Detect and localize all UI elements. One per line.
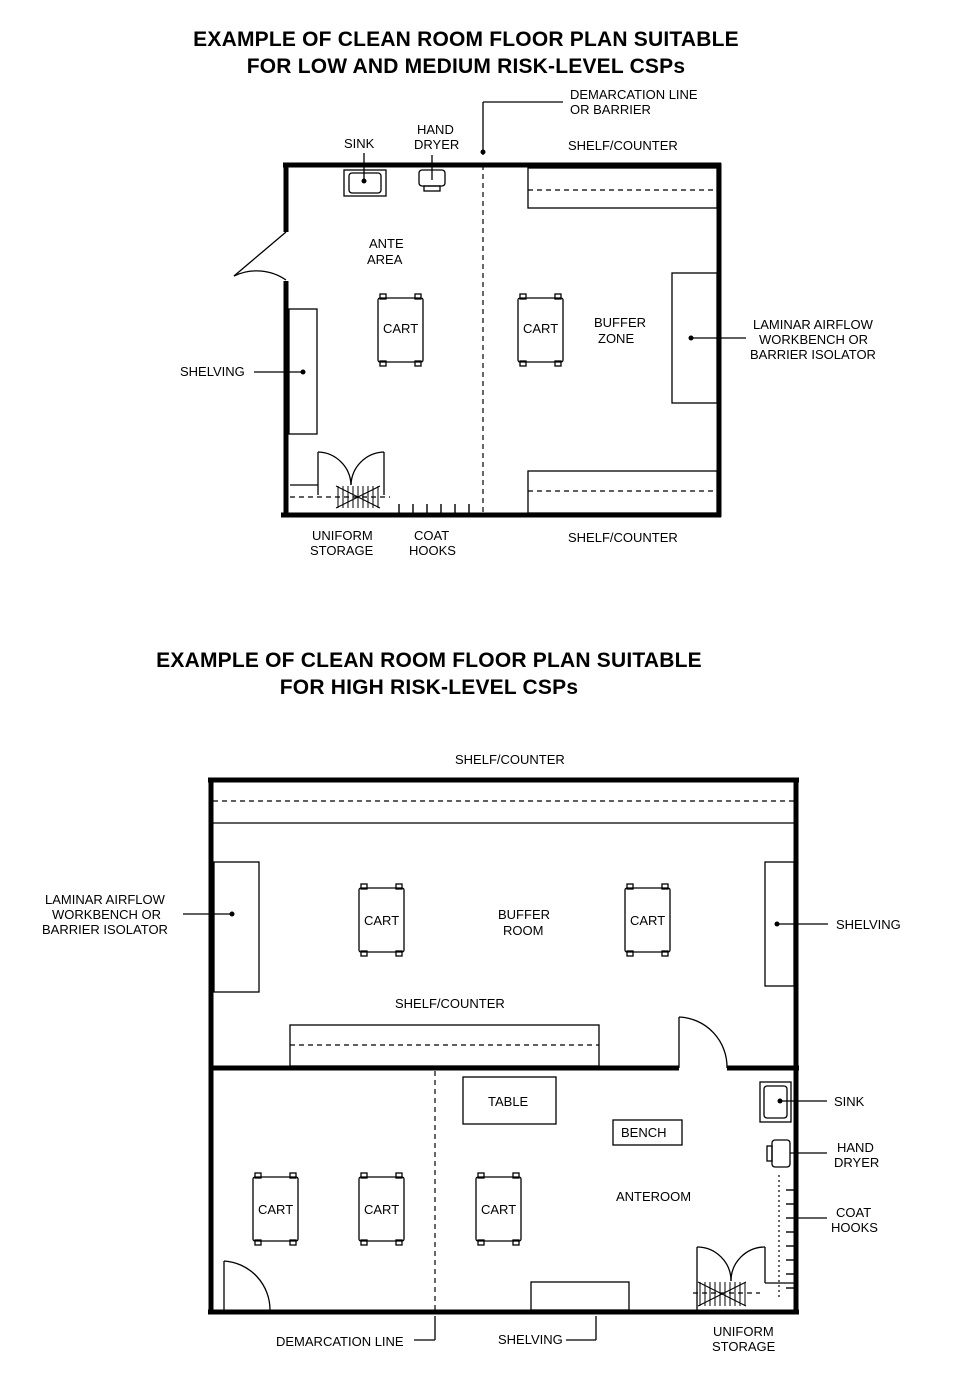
plan1-laminar-label-2: WORKBENCH OR (759, 332, 869, 347)
plan1-buffer-zone-label-1: BUFFER (594, 315, 646, 330)
plan2-cart-ante-3-label: CART (481, 1202, 517, 1217)
plan1-laminar-workbench (672, 273, 746, 403)
plan2-title-line2: FOR HIGH RISK-LEVEL CSPs (279, 676, 579, 699)
plan2-shelving-bottom-label: SHELVING (498, 1332, 563, 1347)
plan2-laminar-label-3: BARRIER ISOLATOR (42, 922, 168, 937)
plan1-ante-area-label-2: AREA (367, 252, 403, 267)
plan2-walls (208, 778, 799, 1314)
plan1-shelf-counter-top-label: SHELF/COUNTER (568, 138, 678, 153)
plan1-floor-plan (180, 87, 876, 558)
plan1-demarcation-label-1: DEMARCATION LINE (570, 87, 698, 102)
plan1-shelf-counter-top (528, 168, 717, 208)
plan2-table-label: TABLE (488, 1094, 529, 1109)
plan2-title-line1: EXAMPLE OF CLEAN ROOM FLOOR PLAN SUITABLE (156, 649, 702, 672)
plan2-cart-ante-1-label: CART (258, 1202, 294, 1217)
plan2-laminar-workbench (183, 862, 259, 992)
plan2-hand-dryer-label-2: DRYER (834, 1155, 880, 1170)
plan2-demarcation-label: DEMARCATION LINE (276, 1334, 404, 1349)
plan1-walls (281, 163, 721, 517)
plan1-coat-hooks-label-1: COAT (414, 528, 450, 543)
plan2-shelf-counter-top (213, 801, 794, 823)
plan2-shelf-counter-top-label: SHELF/COUNTER (455, 752, 565, 767)
plan2-shelf-counter-middle-label: SHELF/COUNTER (395, 996, 505, 1011)
plan2-uniform-storage-label-1: UNIFORM (713, 1324, 774, 1339)
plan2-cart-buffer-left-label: CART (364, 913, 400, 928)
plan1-entry-door (234, 232, 286, 280)
plan1-coat-hooks-label-2: HOOKS (409, 543, 456, 558)
plan2-shelving-right-label: SHELVING (836, 917, 901, 932)
plan2-shelf-counter-middle (290, 1025, 599, 1066)
plan2-coat-hooks-label-2: HOOKS (831, 1220, 878, 1235)
plan1-sink-label: SINK (344, 136, 375, 151)
plan1-shelf-counter-bottom-label: SHELF/COUNTER (568, 530, 678, 545)
plan1-cart-right-label: CART (523, 321, 559, 336)
plan2-buffer-room-label-1: BUFFER (498, 907, 550, 922)
plan1-ante-area-label-1: ANTE (369, 236, 404, 251)
plan2-laminar-label-2: WORKBENCH OR (52, 907, 162, 922)
plan1-title-line1: EXAMPLE OF CLEAN ROOM FLOOR PLAN SUITABLE (193, 28, 739, 51)
plan1-title-line2: FOR LOW AND MEDIUM RISK-LEVEL CSPs (246, 55, 686, 78)
plan1-uniform-storage-label-2: STORAGE (310, 543, 374, 558)
plan1-buffer-zone-label-2: ZONE (598, 331, 635, 346)
plan1-demarcation-label-2: OR BARRIER (570, 102, 651, 117)
plan1-uniform-storage (290, 452, 390, 508)
plan2-hand-dryer-label-1: HAND (837, 1140, 874, 1155)
plan2-sink-label: SINK (834, 1094, 865, 1109)
plan2-coat-hooks-label-1: COAT (836, 1205, 872, 1220)
plan1-shelving-label: SHELVING (180, 364, 245, 379)
plan2-demarcation-leader (414, 1316, 435, 1340)
plan1-hand-dryer-icon (419, 155, 445, 191)
plan1-cart-left-label: CART (383, 321, 419, 336)
plan1-hand-dryer-label-1: HAND (417, 122, 454, 137)
plan2-buffer-door (679, 1017, 727, 1068)
plan2-floor-plan (42, 752, 901, 1354)
plan2-laminar-label-1: LAMINAR AIRFLOW (45, 892, 165, 907)
plan1-hand-dryer-label-2: DRYER (414, 137, 460, 152)
plan1-sink-icon (344, 153, 386, 196)
plan1-shelf-counter-bottom (528, 471, 717, 513)
plan2-coat-hooks (786, 1190, 794, 1288)
plan2-entry-door (224, 1261, 270, 1310)
plan2-cart-buffer-right-label: CART (630, 913, 666, 928)
plan2-bench-label: BENCH (621, 1125, 667, 1140)
plan1-coat-hooks (399, 504, 469, 513)
plan1-laminar-label-3: BARRIER ISOLATOR (750, 347, 876, 362)
plan1-uniform-storage-label-1: UNIFORM (312, 528, 373, 543)
plan2-buffer-room-label-2: ROOM (503, 923, 544, 938)
plan2-cart-ante-2-label: CART (364, 1202, 400, 1217)
plan2-uniform-storage-label-2: STORAGE (712, 1339, 776, 1354)
plan1-laminar-label-1: LAMINAR AIRFLOW (753, 317, 873, 332)
plan2-anteroom-label: ANTEROOM (616, 1189, 692, 1204)
